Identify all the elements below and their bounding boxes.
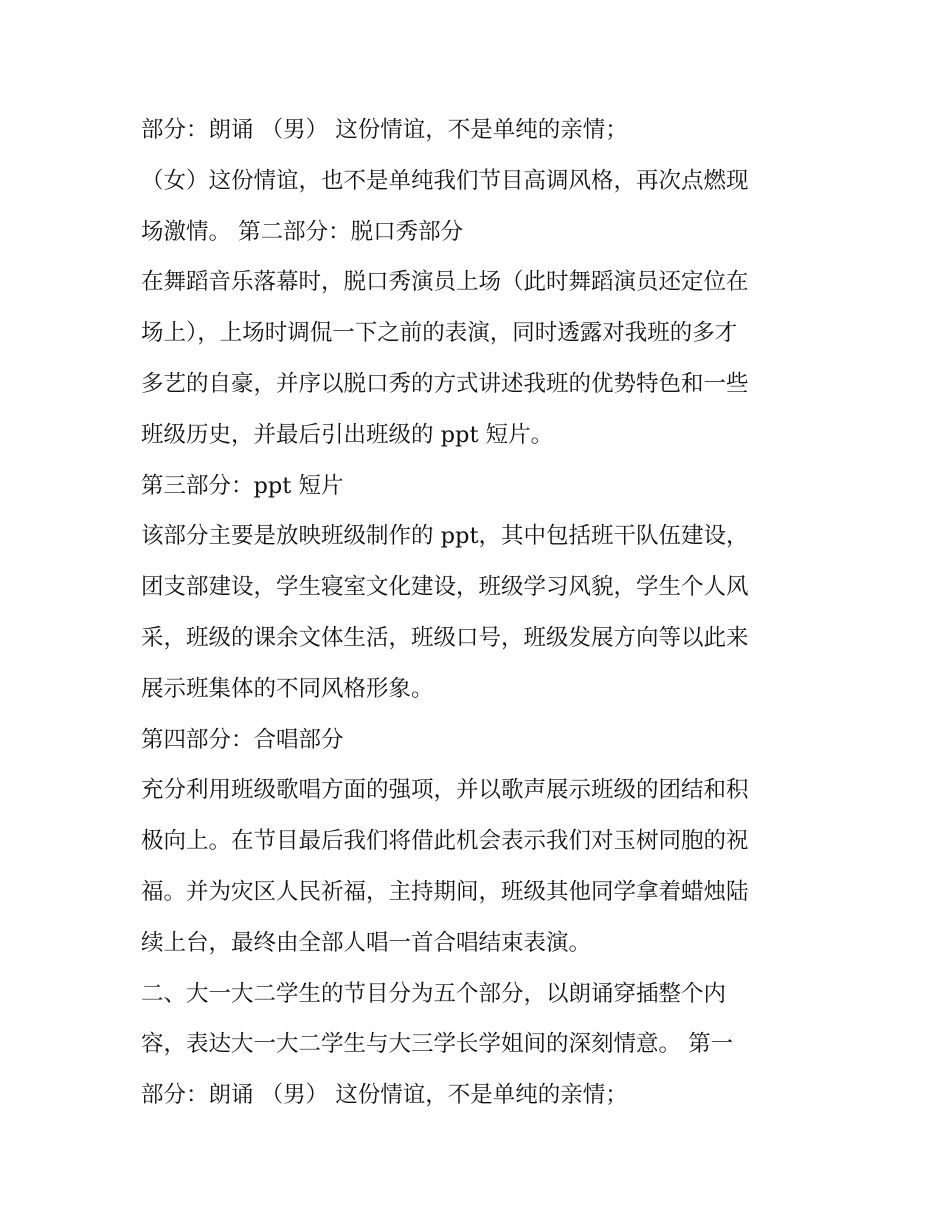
- text-line: 部分：朗诵 （男） 这份情谊，不是单纯的亲情；: [141, 1082, 628, 1109]
- text-line: 采，班级的课余文体生活，班级口号，班级发展方向等以此来: [141, 624, 749, 651]
- text-line: 福。并为灾区人民祈福，主持期间，班级其他同学拿着蜡烛陆: [141, 878, 749, 905]
- text-line: 班级历史，并最后引出班级的 ppt 短片。: [141, 421, 554, 448]
- text-line: 团支部建设，学生寝室文化建设，班级学习风貌，学生个人风: [141, 574, 749, 601]
- text-line: 二、大一大二学生的节目分为五个部分，以朗诵穿插整个内: [141, 980, 727, 1007]
- text-line: 第四部分：合唱部分: [141, 726, 344, 753]
- text-line: 续上台，最终由全部人唱一首合唱结束表演。: [141, 929, 592, 956]
- text-line: 部分：朗诵 （男） 这份情谊，不是单纯的亲情；: [141, 117, 628, 143]
- text-line: 该部分主要是放映班级制作的 ppt，其中包括班干队伍建设，: [141, 523, 749, 550]
- text-line: 极向上。在节目最后我们将借此机会表示我们对玉树同胞的祝: [141, 828, 749, 855]
- text-line: 展示班集体的不同风格形象。: [141, 675, 434, 702]
- text-line: 在舞蹈音乐落幕时，脱口秀演员上场（此时舞蹈演员还定位在: [141, 269, 749, 296]
- document-body: [141, 105, 821, 1121]
- text-line: 充分利用班级歌唱方面的强项，并以歌声展示班级的团结和积: [141, 777, 749, 804]
- text-line: 容，表达大一大二学生与大三学长学姐间的深刻情意。 第一: [141, 1031, 734, 1058]
- text-line: 多艺的自豪，并序以脱口秀的方式讲述我班的优势特色和一些: [141, 370, 749, 397]
- text-line: （女）这份情谊，也不是单纯我们节目高调风格，再次点燃现: [141, 167, 749, 194]
- text-line: 第三部分：ppt 短片: [141, 472, 344, 499]
- text-line: 场激情。 第二部分：脱口秀部分: [141, 218, 464, 245]
- text-line: 场上），上场时调侃一下之前的表演，同时透露对我班的多才: [141, 320, 738, 347]
